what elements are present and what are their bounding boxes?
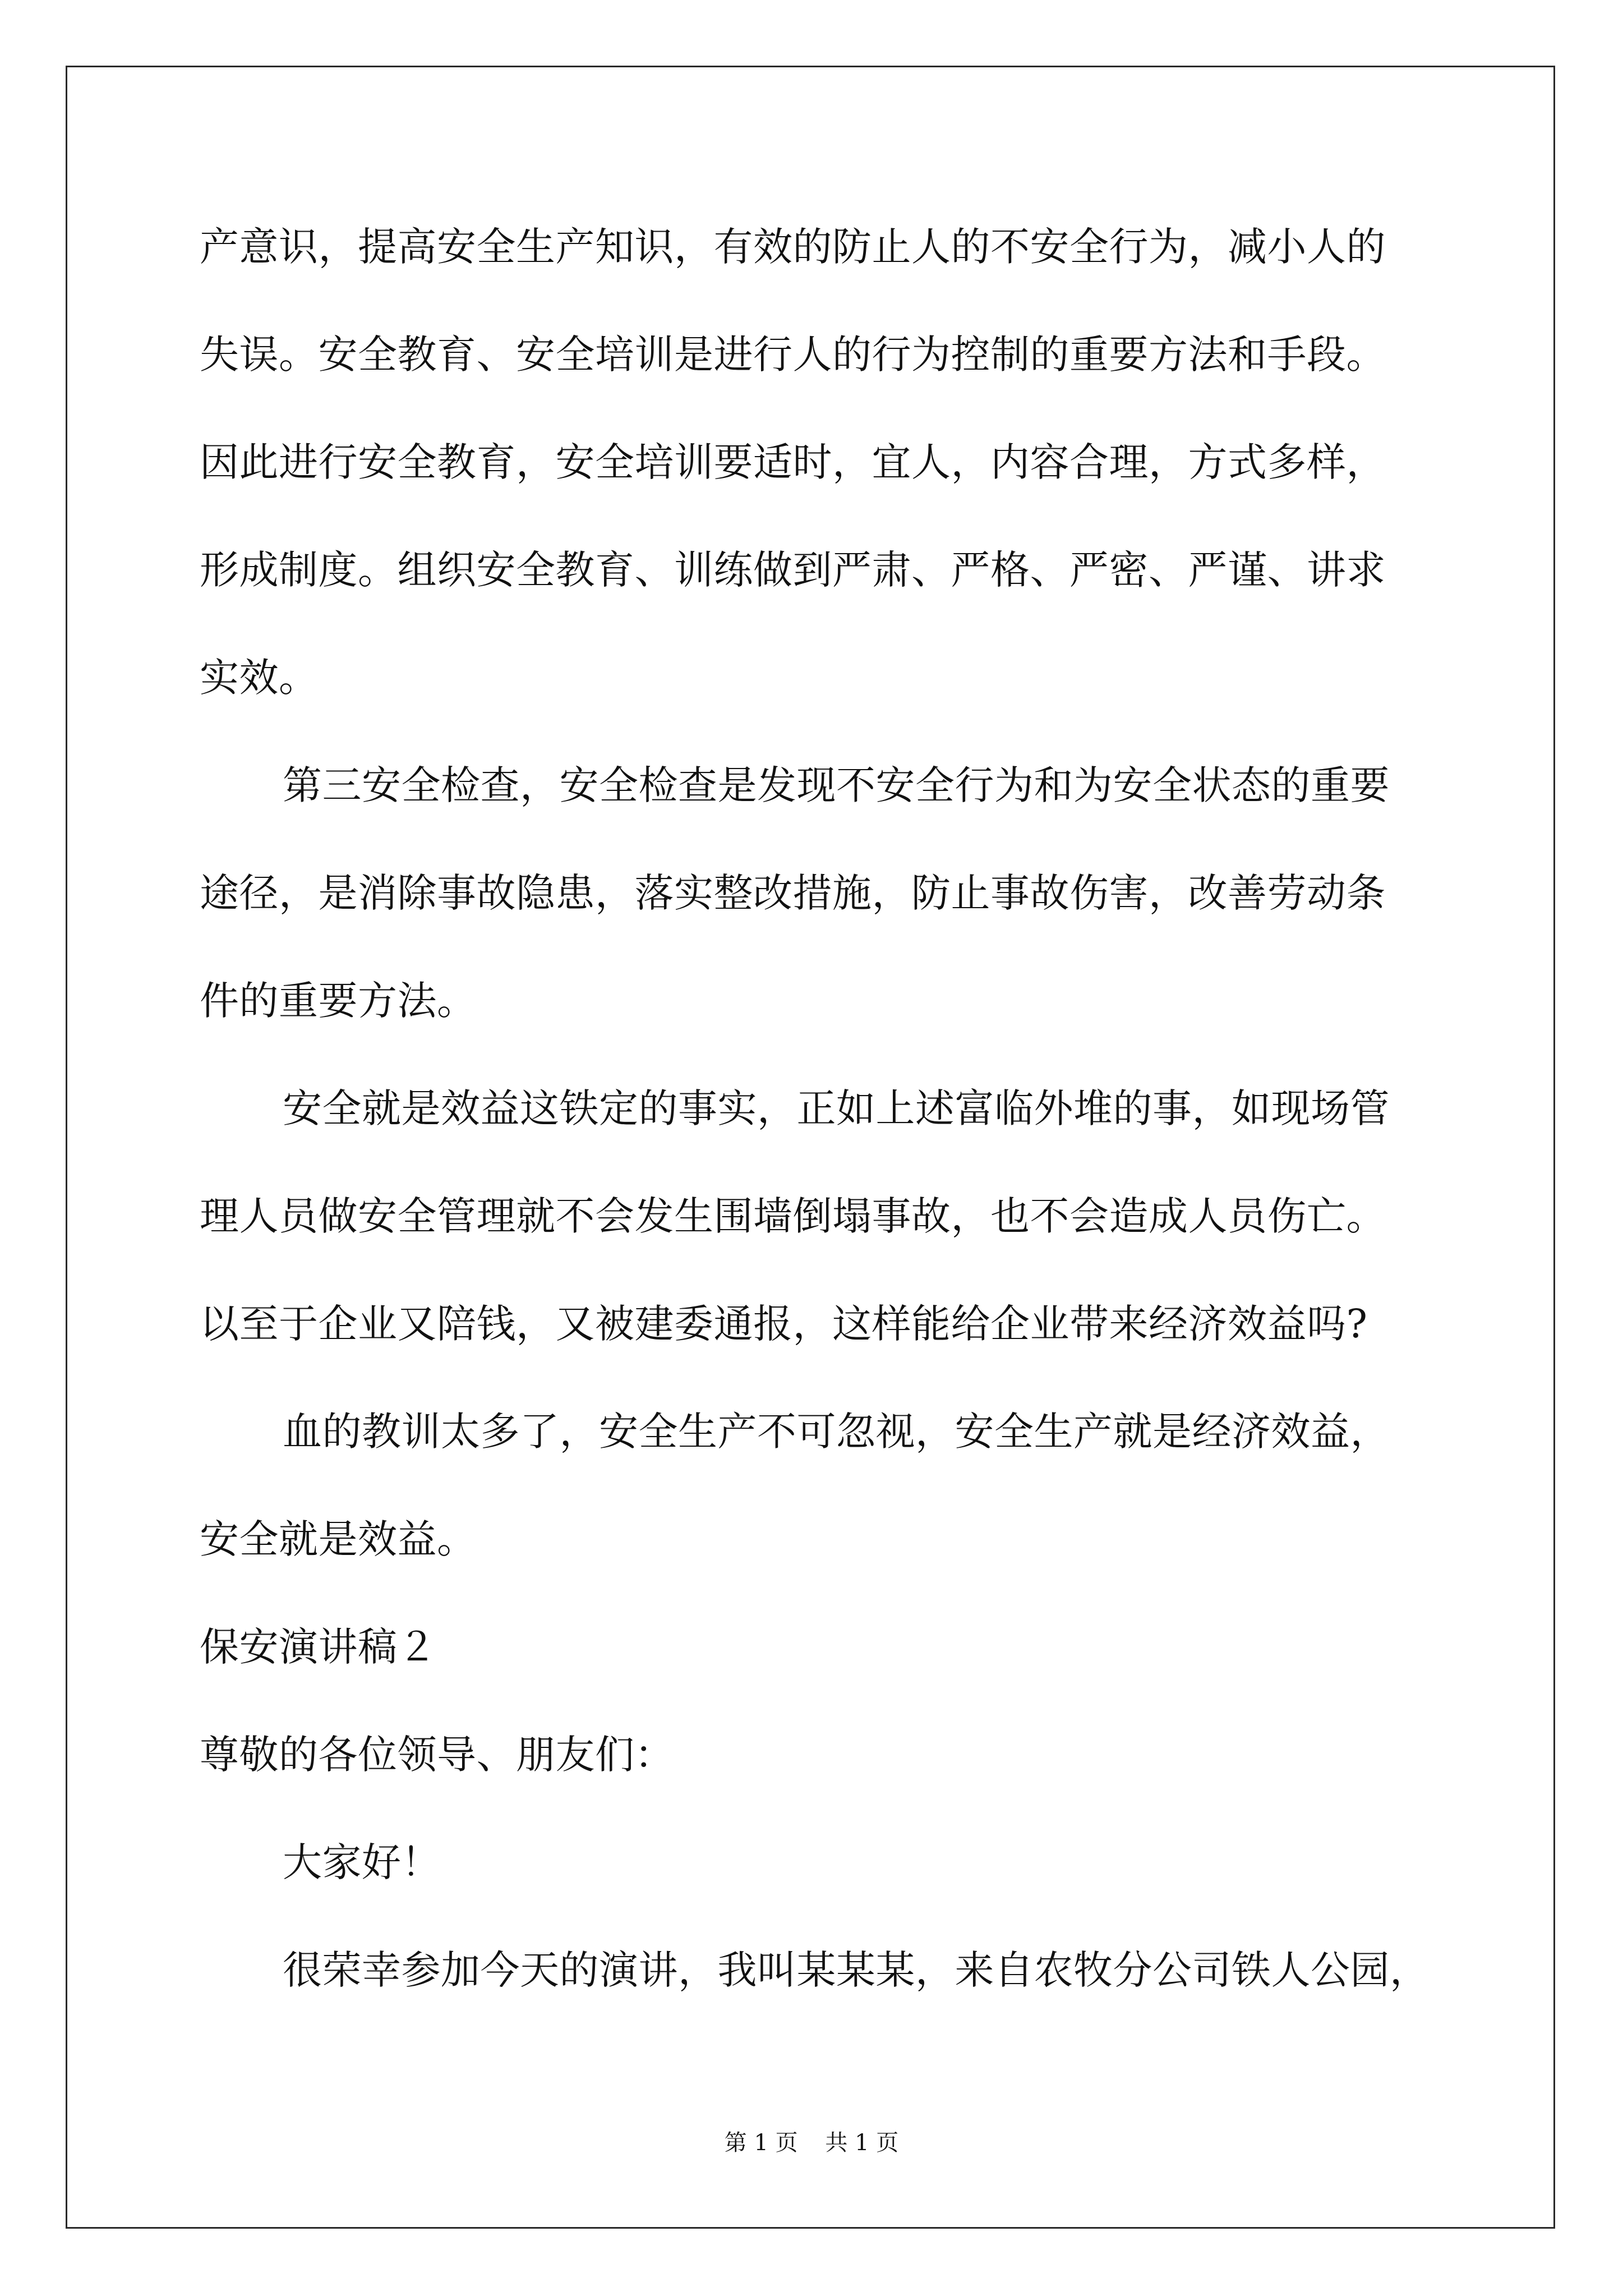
text-line: 实效。	[200, 655, 319, 701]
text-line: 因此进行安全教育，安全培训要适时，宜人，内容合理，方式多样，	[200, 439, 1386, 485]
text-line: 理人员做安全管理就不会发生围墙倒塌事故，也不会造成人员伤亡。	[200, 1193, 1386, 1239]
paragraph-start-line: 血的教训太多了，安全生产不可忽视，安全生产就是经济效益，	[283, 1409, 1390, 1455]
text-line: 途径，是消除事故隐患，落实整改措施，防止事故伤害，改善劳动条	[200, 870, 1386, 916]
page-number: 第 1 页	[724, 2130, 798, 2156]
page-footer	[0, 2129, 1623, 2157]
greeting: 大家好！	[283, 1839, 441, 1885]
text-line: 件的重要方法。	[200, 978, 477, 1024]
text-line: 失误。安全教育、安全培训是进行人的行为控制的重要方法和手段。	[200, 332, 1386, 378]
paragraph-start-line: 很荣幸参加今天的演讲，我叫某某某，来自农牧分公司铁人公园，	[283, 1947, 1430, 1993]
text-line: 形成制度。组织安全教育、训练做到严肃、严格、严密、严谨、讲求	[200, 547, 1386, 593]
paragraph-start-line: 第三安全检查，安全检查是发现不安全行为和为安全状态的重要	[283, 762, 1390, 808]
page-border	[66, 66, 1555, 2229]
text-line: 安全就是效益。	[200, 1516, 477, 1562]
page-total: 共 1 页	[825, 2130, 899, 2156]
section-heading: 保安演讲稿２	[200, 1624, 437, 1670]
paragraph-start-line: 安全就是效益这铁定的事实，正如上述富临外堆的事，如现场管	[283, 1085, 1390, 1131]
salutation: 尊敬的各位领导、朋友们：	[200, 1732, 674, 1778]
text-line: 产意识，提高安全生产知识，有效的防止人的不安全行为，减小人的	[200, 224, 1386, 270]
text-line: 以至于企业又陪钱，又被建委通报，这样能给企业带来经济效益吗?	[200, 1301, 1368, 1347]
